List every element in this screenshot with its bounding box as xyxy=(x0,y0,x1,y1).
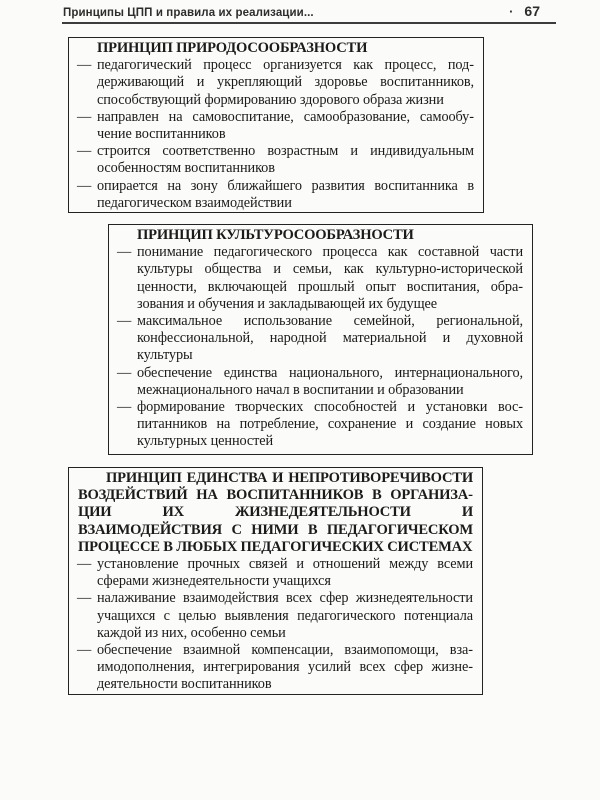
principle-title: ПРИНЦИП ПРИРОДОСООБРАЗНОСТИ xyxy=(97,40,368,56)
dash-marker: — xyxy=(77,143,92,160)
bullet-text: налаживание взаимодействия всех сфер жизнедеятельности учащихся с целью выявления педагогического потенциала каждой из них, особенно семьи xyxy=(97,590,473,641)
bullet-text: строится соответственно возрастным и индивидуальным особенностям воспитанников xyxy=(97,143,474,177)
dash-marker: — xyxy=(77,642,92,659)
dash-marker: — xyxy=(77,556,92,573)
bullet-item xyxy=(109,365,532,399)
bullet-item xyxy=(69,178,483,212)
bullet-text: направлен на самовоспитание, самообразование, самообучение воспитанников xyxy=(97,108,474,143)
principle-title: ПРИНЦИП ЕДИНСТВА И НЕПРОТИВОРЕЧИВОСТИ ВОЗДЕЙСТВИЙ НА ВОСПИТАННИКОВ В ОРГАНИЗАЦИИ ИХ ЖИЗНЕДЕЯТЕЛЬНОСТИ И ВЗАИМОДЕЙСТВИЯ С НИМИ В ПЕДАГОГИЧЕСКОМ ПРОЦЕССЕ В ЛЮБЫХ ПЕДАГОГИЧЕСКИХ СИСТЕМАХ xyxy=(78,470,473,555)
bullet-item xyxy=(69,109,483,143)
bullet-item xyxy=(69,590,482,642)
bullet-text: педагогический процесс организуется как процесс, поддерживающий и укрепляющий здоровье воспитанников, способствующий формированию здорового образа жизни xyxy=(97,57,474,108)
dash-marker: — xyxy=(117,313,132,330)
principle-box-unity xyxy=(68,467,483,695)
separator-dot-icon: · xyxy=(509,4,514,19)
bullet-text: формирование творческих способностей и установки воспитанников на потребление, сохранение и создание новых культурных ценностей xyxy=(137,399,523,450)
dash-marker: — xyxy=(117,244,132,261)
page-number-group xyxy=(509,3,540,19)
dash-marker: — xyxy=(77,108,92,125)
dash-marker: — xyxy=(117,364,132,381)
principle-box-nature xyxy=(68,37,484,213)
principle-box-culture xyxy=(108,224,533,455)
bullet-text: установление прочных связей и отношений между всеми сферами жизнедеятельности учащихся xyxy=(97,556,473,590)
bullet-text: обеспечение взаимной компенсации, взаимопомощи, взаимодополнения, интегрирования усилий всех сфер жизнедеятельности воспитанников xyxy=(97,642,473,693)
dash-marker: — xyxy=(117,399,132,416)
bullet-text: обеспечение единства национального, интернационального, межнационального начал в воспитании и образовании xyxy=(137,364,523,398)
page-number: 67 xyxy=(524,3,540,19)
header-rule xyxy=(62,22,556,24)
dash-marker: — xyxy=(77,590,92,607)
bullet-item xyxy=(69,642,482,694)
bullet-item xyxy=(69,556,482,590)
bullet-item xyxy=(69,143,483,177)
dash-marker: — xyxy=(77,57,92,74)
principle-title: ПРИНЦИП КУЛЬТУРОСООБРАЗНОСТИ xyxy=(137,227,414,243)
bullet-item xyxy=(109,244,532,313)
bullet-item xyxy=(69,57,483,109)
page-header xyxy=(63,3,540,19)
bullet-item xyxy=(109,399,532,451)
dash-marker: — xyxy=(77,177,92,194)
bullet-text: максимальное использование семейной, региональной, конфессиональной, народной материальной и духовной культуры xyxy=(137,313,523,364)
bullet-item xyxy=(109,313,532,365)
bullet-text: понимание педагогического процесса как составной части культуры общества и семьи, как культурно-исторической ценности, включающей прошлый опыт воспитания, образования и обучения и закладывающей их будущее xyxy=(137,244,523,312)
bullet-text: опирается на зону ближайшего развития воспитанника в педагогическом взаимодействии xyxy=(97,177,474,211)
running-title: Принципы ЦПП и правила их реализации... xyxy=(63,7,314,19)
